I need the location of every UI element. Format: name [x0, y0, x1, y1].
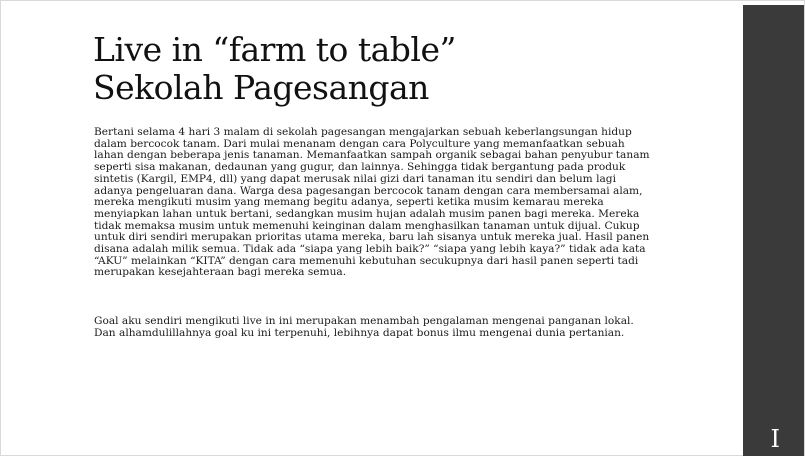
slide-title [93, 31, 456, 107]
slide-title-line-2: Sekolah Pagesangan [93, 68, 429, 107]
page-number: I [770, 425, 780, 453]
slide-body [94, 127, 654, 340]
side-accent-bar [743, 5, 804, 456]
slide-title-line-1: Live in “farm to table” [93, 30, 456, 69]
body-paragraph-2: Goal aku sendiri mengikuti live in ini merupakan menambah pengalaman mengenai panganan lokal. Dan alhamdulillahnya goal ku ini terpenuhi, lebihnya dapat bonus ilmu mengenai dunia pertanian. [94, 315, 634, 339]
body-paragraph-1: Bertani selama 4 hari 3 malam di sekolah pagesangan mengajarkan sebuah keberlangsungan hidup dalam bercocok tanam. Dari mulai menanam dengan cara Polyculture yang memanfaatkan sebuah lahan dengan beberapa jenis tanaman. Memanfaatkan sampah organik sebagai bahan penyubur tanam seperti sisa makanan, dedaunan yang gugur, dan lainnya. Sehingga tidak bergantung pada produk sintetis (Kargil, EMP4, dll) yang dapat merusak nilai gizi dari tanaman itu sendiri dan belum lagi adanya pengeluaran dana. Warga desa pagesangan bercocok tanam dengan cara membersamai alam, mereka mengikuti musim yang memang begitu adanya, seperti ketika musim kemarau mereka menyiapkan lahan untuk bertani, sedangkan musim hujan adalah musim panen bagi mereka. Mereka tidak memaksa musim untuk memenuhi keinginan dalam menghasilkan tanaman untuk dijual. Cukup untuk diri sendiri merupakan prioritas utama mereka, baru lah sisanya untuk mereka jual. Hasil panen disana adalah milik semua. Tidak ada “siapa yang lebih baik?” “siapa yang lebih kaya?” tidak ada kata “AKU” melainkan “KITA” dengan cara memenuhi kebutuhan secukupnya dari hasil panen seperti tadi merupakan kesejahteraan bagi mereka semua. [94, 126, 650, 279]
